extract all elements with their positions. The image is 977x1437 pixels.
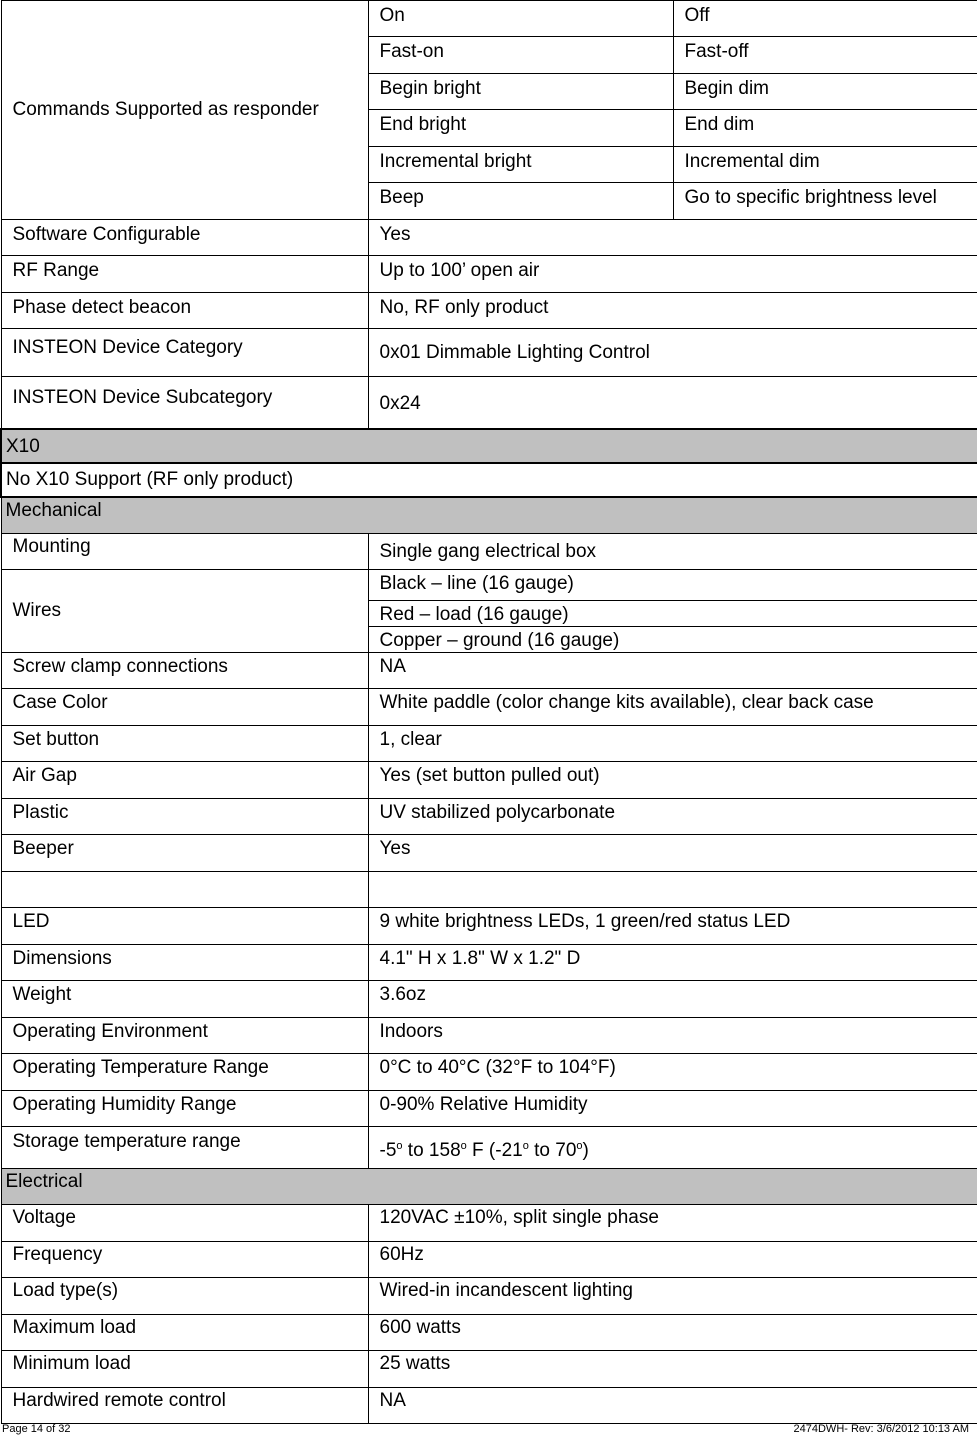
- spec-label: [1, 872, 368, 908]
- wire-value: Copper – ground (16 gauge): [368, 627, 977, 653]
- command-on-value: Begin bright: [368, 74, 673, 110]
- commands-label: Commands Supported as responder: [1, 1, 368, 220]
- spec-value: 120VAC ±10%, split single phase: [368, 1205, 977, 1242]
- spec-label: Operating Temperature Range: [1, 1054, 368, 1091]
- x10-note: No X10 Support (RF only product): [1, 463, 977, 497]
- table-row: [1, 463, 977, 497]
- spec-value: NA: [368, 653, 977, 689]
- table-row: [1, 872, 977, 908]
- spec-value: 4.1" H x 1.8" W x 1.2" D: [368, 945, 977, 981]
- spec-value: Single gang electrical box: [368, 534, 977, 570]
- spec-value: Yes (set button pulled out): [368, 762, 977, 799]
- table-row: [1, 1054, 977, 1091]
- spec-label: Minimum load: [1, 1351, 368, 1388]
- table-row: [1, 1127, 977, 1169]
- degree-mark: o: [396, 1140, 403, 1152]
- table-row: [1, 908, 977, 945]
- table-row: [1, 497, 977, 534]
- command-on-value: Incremental bright: [368, 147, 673, 183]
- command-off-value: End dim: [673, 110, 977, 147]
- wire-value: Red – load (16 gauge): [368, 601, 977, 627]
- table-row: [1, 329, 977, 377]
- spec-label: Plastic: [1, 799, 368, 835]
- table-row: [1, 220, 977, 256]
- spec-label: INSTEON Device Subcategory: [1, 377, 368, 429]
- storage-temp-part: -5: [379, 1140, 397, 1161]
- spec-value: 0x01 Dimmable Lighting Control: [368, 329, 977, 377]
- table-row: [1, 534, 977, 570]
- command-on-value: Beep: [368, 183, 673, 220]
- spec-label: Weight: [1, 981, 368, 1018]
- degree-mark: o: [522, 1140, 529, 1152]
- footer-revision: 2474DWH- Rev: 3/6/2012 10:13 AM: [793, 1423, 969, 1435]
- section-heading-electrical: Electrical: [1, 1169, 977, 1205]
- spec-label: Set button: [1, 726, 368, 762]
- command-on-value: End bright: [368, 110, 673, 147]
- table-row: [1, 1169, 977, 1205]
- wires-label: Wires: [1, 570, 368, 653]
- spec-value: Yes: [368, 835, 977, 872]
- storage-temp-part: F (-21: [466, 1140, 523, 1161]
- storage-temp-value: [368, 1127, 977, 1169]
- command-on-value: On: [368, 1, 673, 37]
- spec-value: 9 white brightness LEDs, 1 green/red status LED: [368, 908, 977, 945]
- spec-value: 0-90% Relative Humidity: [368, 1091, 977, 1127]
- table-row: [1, 1351, 977, 1388]
- table-row: [1, 256, 977, 293]
- command-on-value: Fast-on: [368, 37, 673, 74]
- spec-label: Screw clamp connections: [1, 653, 368, 689]
- footer-page: Page 14 of 32: [2, 1423, 71, 1435]
- spec-label: Software Configurable: [1, 220, 368, 256]
- section-heading-x10: X10: [1, 429, 977, 463]
- table-row: [1, 377, 977, 429]
- command-off-value: Off: [673, 1, 977, 37]
- spec-value: No, RF only product: [368, 293, 977, 329]
- table-row: [1, 762, 977, 799]
- storage-temp-part: to 70: [528, 1140, 577, 1161]
- storage-temp-part: ): [582, 1140, 589, 1161]
- spec-label: RF Range: [1, 256, 368, 293]
- table-row: [1, 726, 977, 762]
- spec-value: Up to 100’ open air: [368, 256, 977, 293]
- spec-label: Case Color: [1, 689, 368, 726]
- spec-value: Indoors: [368, 1018, 977, 1054]
- spec-value: 25 watts: [368, 1351, 977, 1388]
- spec-value: [368, 872, 977, 908]
- spec-value: 0x24: [368, 377, 977, 429]
- spec-value: Yes: [368, 220, 977, 256]
- spec-value: 60Hz: [368, 1242, 977, 1278]
- spec-label: Operating Environment: [1, 1018, 368, 1054]
- command-off-value: Go to specific brightness level: [673, 183, 977, 220]
- table-row: [1, 689, 977, 726]
- spec-label: Operating Humidity Range: [1, 1091, 368, 1127]
- spec-label: Beeper: [1, 835, 368, 872]
- spec-value: 3.6oz: [368, 981, 977, 1018]
- table-row: [1, 835, 977, 872]
- table-row: [1, 1091, 977, 1127]
- table-row: [1, 429, 977, 463]
- spec-value: White paddle (color change kits available), clear back case: [368, 689, 977, 726]
- table-row: [1, 570, 977, 601]
- section-heading-mechanical: Mechanical: [1, 497, 977, 534]
- wire-value: Black – line (16 gauge): [368, 570, 977, 601]
- spec-label: Air Gap: [1, 762, 368, 799]
- table-row: [1, 653, 977, 689]
- table-row: [1, 945, 977, 981]
- table-row: [1, 1388, 977, 1424]
- table-row: [1, 1315, 977, 1351]
- table-row: [1, 1018, 977, 1054]
- spec-value: Wired-in incandescent lighting: [368, 1278, 977, 1315]
- spec-label: Hardwired remote control: [1, 1388, 368, 1424]
- spec-value: 0°C to 40°C (32°F to 104°F): [368, 1054, 977, 1091]
- spec-value: UV stabilized polycarbonate: [368, 799, 977, 835]
- storage-temp-part: to 158: [402, 1140, 461, 1161]
- spec-value: NA: [368, 1388, 977, 1424]
- spec-label: Dimensions: [1, 945, 368, 981]
- spec-value: 600 watts: [368, 1315, 977, 1351]
- table-row: [1, 293, 977, 329]
- table-row: [1, 981, 977, 1018]
- degree-mark: o: [460, 1140, 467, 1152]
- spec-label: INSTEON Device Category: [1, 329, 368, 377]
- command-off-value: Begin dim: [673, 74, 977, 110]
- command-off-value: Incremental dim: [673, 147, 977, 183]
- table-row: [1, 1205, 977, 1242]
- spec-label: Load type(s): [1, 1278, 368, 1315]
- degree-mark: o: [576, 1140, 583, 1152]
- table-row: [1, 1242, 977, 1278]
- table-row: [1, 799, 977, 835]
- spec-label: Frequency: [1, 1242, 368, 1278]
- command-off-value: Fast-off: [673, 37, 977, 74]
- spec-label: Maximum load: [1, 1315, 368, 1351]
- spec-label: LED: [1, 908, 368, 945]
- spec-label: Phase detect beacon: [1, 293, 368, 329]
- table-row: [1, 1, 977, 37]
- spec-label: Mounting: [1, 534, 368, 570]
- spec-value: 1, clear: [368, 726, 977, 762]
- storage-temp-label: Storage temperature range: [1, 1127, 368, 1169]
- spec-label: Voltage: [1, 1205, 368, 1242]
- table-row: [1, 1278, 977, 1315]
